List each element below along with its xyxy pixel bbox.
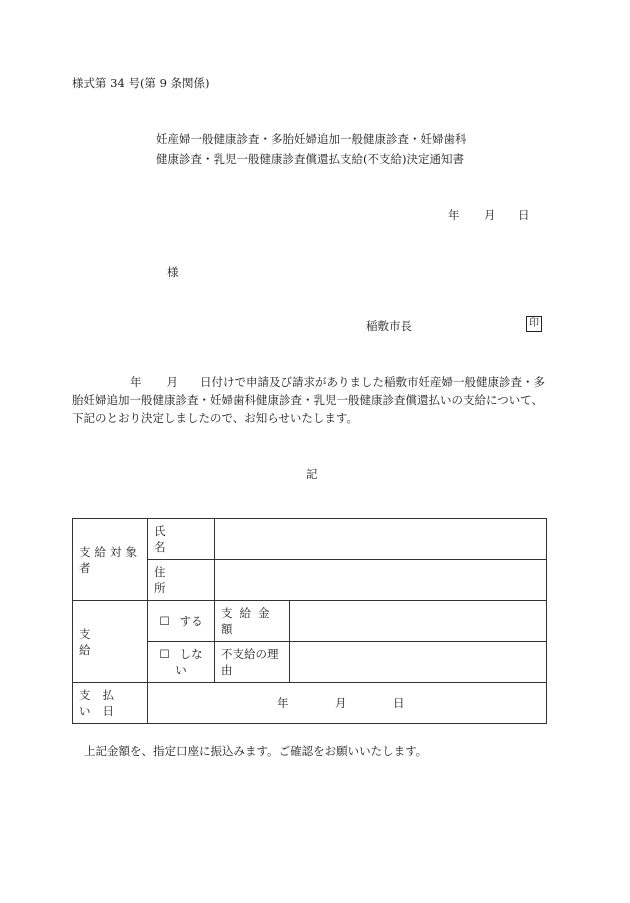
do-pay-label: する bbox=[179, 614, 203, 628]
name-label-cell bbox=[148, 519, 215, 560]
notice-body bbox=[72, 373, 552, 427]
seal-mark: 印 bbox=[526, 316, 542, 332]
notice-body-line-3: 下記のとおり決定しましたので、お知らせいたします。 bbox=[72, 411, 359, 425]
issue-date bbox=[448, 207, 530, 223]
issuer-name: 稲敷市長 bbox=[366, 319, 412, 333]
amount-label-cell bbox=[215, 601, 290, 642]
name-value-cell bbox=[215, 519, 547, 560]
reason-label: 不支給の理由 bbox=[221, 647, 279, 677]
no-pay-cell bbox=[148, 642, 215, 683]
payment-label-cell bbox=[73, 601, 148, 683]
amount-label: 支給金額 bbox=[221, 606, 277, 636]
issue-date-year: 年 bbox=[448, 208, 460, 222]
do-pay-checkbox[interactable]: ☐ bbox=[159, 614, 170, 628]
amount-value-cell bbox=[290, 601, 547, 642]
table-row-pay-date bbox=[73, 683, 547, 724]
no-pay-checkbox[interactable]: ☐ bbox=[159, 647, 170, 661]
transfer-note: 上記金額を、指定口座に振込みます。ご確認をお願いいたします。 bbox=[84, 744, 428, 758]
notice-body-line-1 bbox=[72, 373, 552, 391]
address-label-cell bbox=[148, 560, 215, 601]
target-label: 支給対象者 bbox=[79, 544, 141, 575]
name-label: 氏名 bbox=[154, 524, 210, 554]
form-number: 様式第 34 号(第 9 条関係) bbox=[72, 76, 210, 90]
pay-day: 日 bbox=[393, 696, 405, 710]
reason-value-cell bbox=[290, 642, 547, 683]
target-label-cell bbox=[73, 519, 148, 601]
address-label: 住所 bbox=[154, 565, 210, 595]
pay-date-value-cell bbox=[148, 683, 547, 724]
no-pay-label: しない bbox=[175, 647, 203, 677]
notice-body-line-2: 胎妊婦追加一般健康診査・妊婦歯科健康診査・乳児一般健康診査償還払いの支給について、 bbox=[72, 393, 544, 407]
body-line1-rest: 日付けで申請及び請求がありました稲敷市妊産婦一般健康診査・多 bbox=[200, 375, 545, 389]
decision-table bbox=[72, 518, 547, 724]
payment-label: 支給 bbox=[79, 626, 141, 657]
issue-date-day: 日 bbox=[518, 208, 530, 222]
pay-date-label-cell bbox=[73, 683, 148, 724]
ki-heading: 記 bbox=[306, 467, 318, 481]
issue-date-month: 月 bbox=[484, 208, 496, 222]
reason-label-cell bbox=[215, 642, 290, 683]
document-title-line-1: 妊産婦一般健康診査・多胎妊婦追加一般健康診査・妊婦歯科 bbox=[156, 132, 467, 146]
pay-year: 年 bbox=[277, 696, 289, 710]
document-title-line-2: 健康診査・乳児一般健康診査償還払支給(不支給)決定通知書 bbox=[156, 152, 464, 166]
body-month: 月 bbox=[166, 375, 178, 389]
addressee-suffix: 様 bbox=[167, 265, 179, 279]
table-row-name bbox=[73, 519, 547, 560]
pay-date-label: 支払い日 bbox=[79, 688, 126, 718]
table-row-pay bbox=[73, 601, 547, 642]
body-year: 年 bbox=[130, 375, 142, 389]
address-value-cell bbox=[215, 560, 547, 601]
do-pay-cell bbox=[148, 601, 215, 642]
pay-month: 月 bbox=[335, 696, 347, 710]
